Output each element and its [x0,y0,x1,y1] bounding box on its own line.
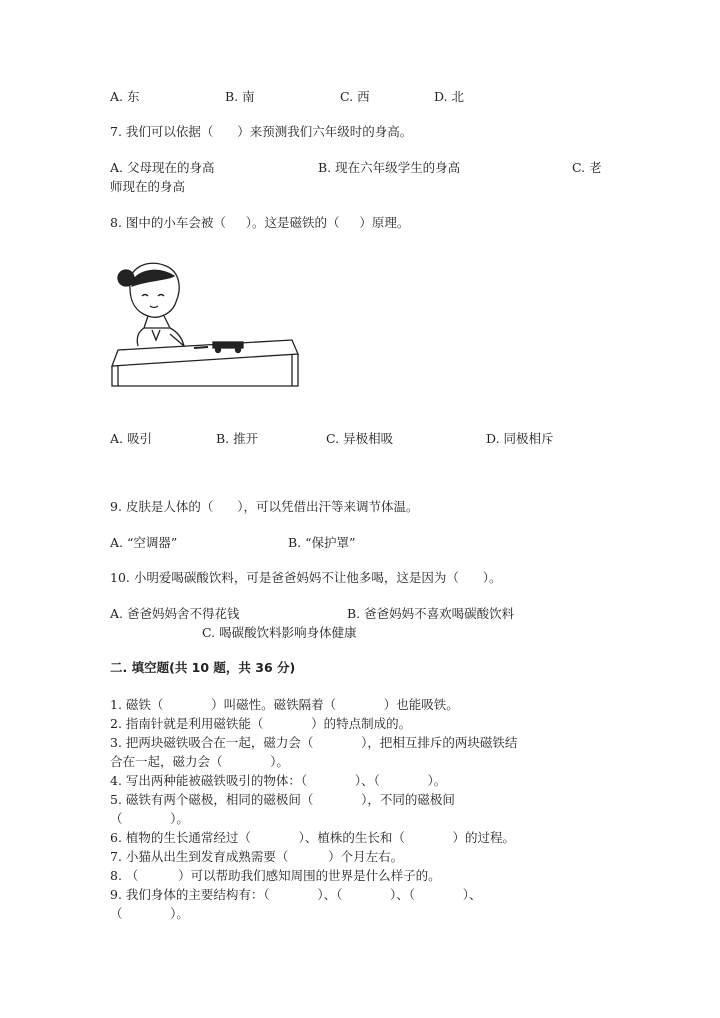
fill-line: 合在一起，磁力会（ ）。 [110,754,289,769]
q10-option-a: A. 爸爸妈妈舍不得花钱 [110,606,240,621]
fill-line: 8. （ ）可以帮助我们感知周围的世界是什么样子的。 [110,868,441,883]
q9-stem: 9. 皮肤是人体的（ ），可以凭借出汗等来调节体温。 [110,499,419,514]
q10-option-b: B. 爸爸妈妈不喜欢喝碳酸饮料 [347,606,515,621]
q8-option-b: B. 推开 [216,431,259,446]
q7-option-b: B. 现在六年级学生的身高 [318,160,461,175]
q10-stem: 10. 小明爱喝碳酸饮料，可是爸爸妈妈不让他多喝，这是因为（ ）。 [110,570,502,585]
fill-line: 1. 磁铁（ ）叫磁性。磁铁隔着（ ）也能吸铁。 [110,697,459,712]
section-2-title: 二. 填空题(共 10 题，共 36 分) [110,660,296,675]
q6-option-b: B. 南 [225,89,255,104]
fill-line: 6. 植物的生长通常经过（ ）、植株的生长和（ ）的过程。 [110,830,516,845]
q8-option-a: A. 吸引 [110,431,152,446]
girl-magnet-car-illustration [108,258,303,390]
q9-option-a: A. “空调器” [110,535,178,550]
fill-line: （ ）。 [110,811,189,826]
q6-option-c: C. 西 [340,89,370,104]
fill-line: 3. 把两块磁铁吸合在一起，磁力会（ ），把相互排斥的两块磁铁结 [110,735,518,750]
q8-stem: 8. 图中的小车会被（ ）。这是磁铁的（ ）原理。 [110,215,410,230]
fill-line: 5. 磁铁有两个磁极，相同的磁极间（ ），不同的磁极间 [110,792,455,807]
fill-line: （ ）。 [110,906,189,921]
fill-line: 7. 小猫从出生到发育成熟需要（ ）个月左右。 [110,849,404,864]
q6-option-a: A. 东 [110,89,140,104]
fill-line: 9. 我们身体的主要结构有：（ ）、（ ）、（ ）、 [110,887,482,902]
q7-option-a: A. 父母现在的身高 [110,160,215,175]
q8-option-c: C. 异极相吸 [326,431,394,446]
fill-line: 4. 写出两种能被磁铁吸引的物体：（ ）、（ ）。 [110,773,447,788]
q10-option-c: C. 喝碳酸饮料影响身体健康 [202,625,357,640]
q7-option-c: C. 老 [572,160,602,175]
q7-option-c-wrap: 师现在的身高 [110,179,186,194]
q6-option-d: D. 北 [434,89,465,104]
q8-option-d: D. 同极相斥 [486,431,554,446]
q7-stem: 7. 我们可以依据（ ）来预测我们六年级时的身高。 [110,124,413,139]
q9-option-b: B. “保护罩” [288,535,356,550]
fill-line: 2. 指南针就是利用磁铁能（ ）的特点制成的。 [110,716,412,731]
